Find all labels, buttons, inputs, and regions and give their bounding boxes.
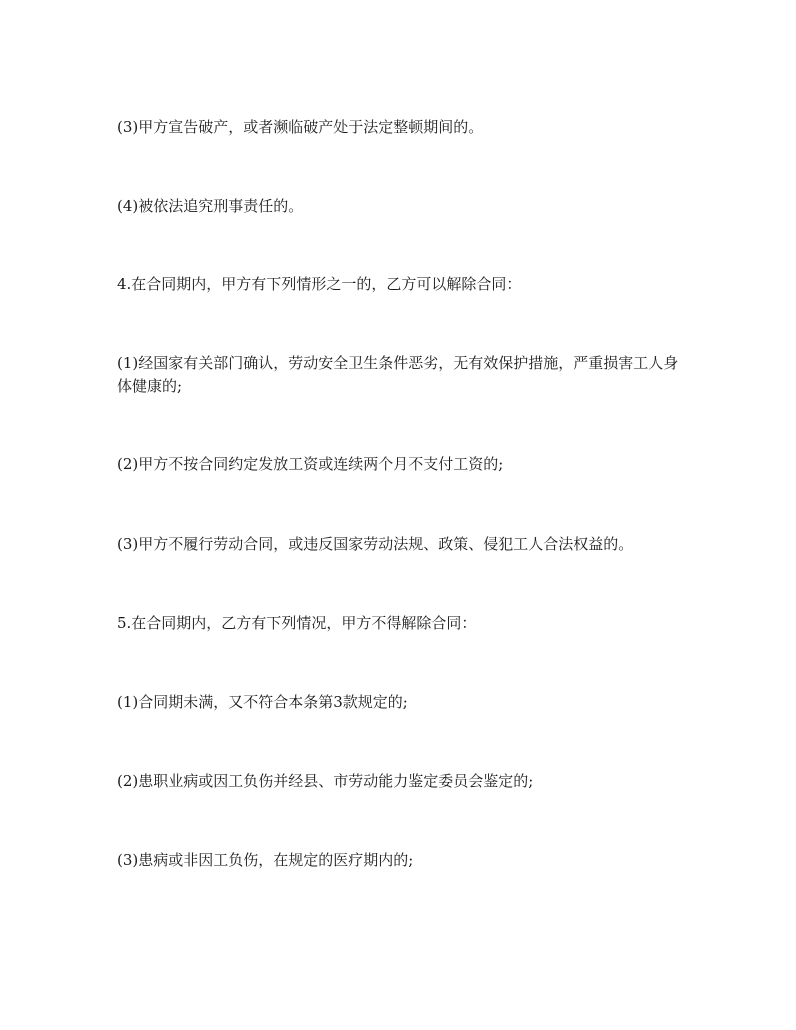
paragraph-unsafe-conditions: (1)经国家有关部门确认，劳动安全卫生条件恶劣，无有效保护措施，严重损害工人身体健康的; [117,354,679,395]
paragraph-bankruptcy: (3)甲方宣告破产，或者濒临破产处于法定整顿期间的。 [117,118,484,136]
paragraph-contract-breach: (3)甲方不履行劳动合同，或违反国家劳动法规、政策、侵犯工人合法权益的。 [117,535,634,553]
paragraph-section-5-heading: 5.在合同期内，乙方有下列情况，甲方不得解除合同： [117,614,477,632]
paragraph-criminal-liability: (4)被依法追究刑事责任的。 [117,197,304,215]
paragraph-occupational-disease: (2)患职业病或因工负伤并经县、市劳动能力鉴定委员会鉴定的; [117,772,534,790]
paragraph-unpaid-wages: (2)甲方不按合同约定发放工资或连续两个月不支付工资的; [117,455,504,473]
paragraph-term-not-expired: (1)合同期未满，又不符合本条第3款规定的; [117,693,408,711]
paragraph-medical-period: (3)患病或非因工负伤，在规定的医疗期内的; [117,851,414,869]
paragraph-section-4-heading: 4.在合同期内，甲方有下列情形之一的，乙方可以解除合同： [117,275,522,293]
